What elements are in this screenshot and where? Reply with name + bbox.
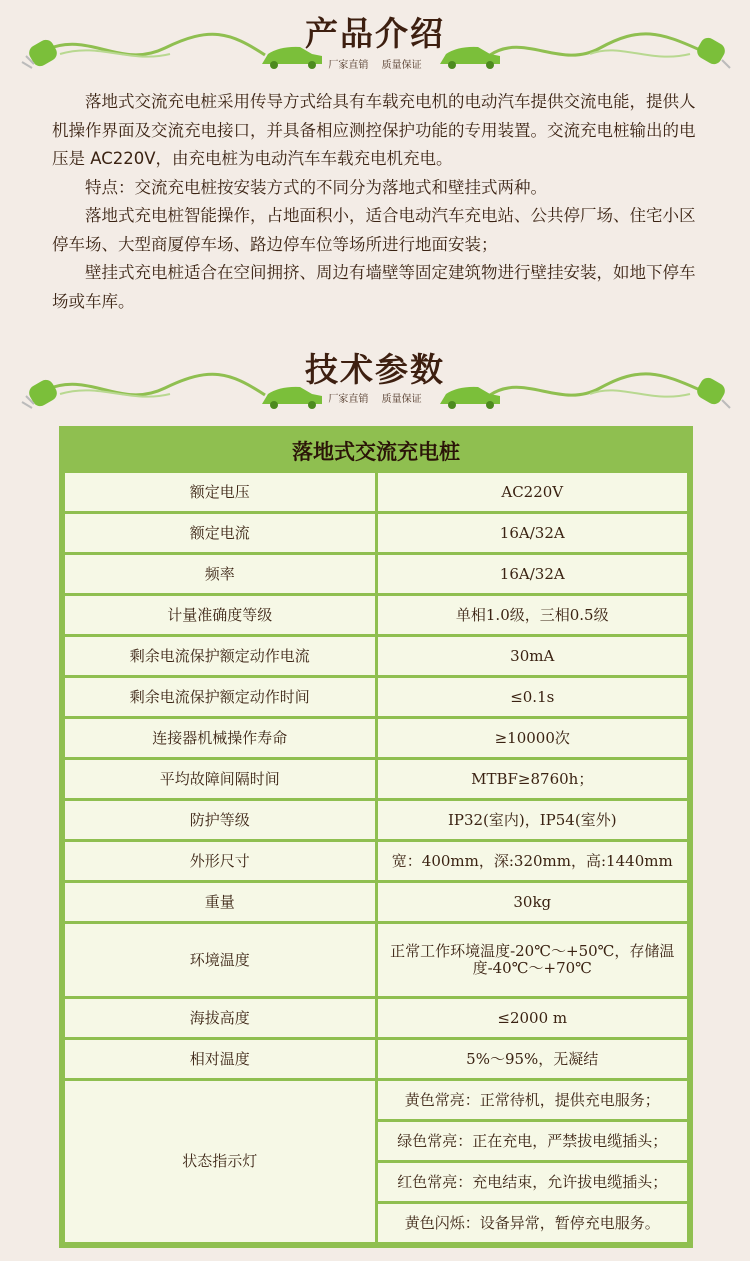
intro-section-header [0,0,750,80]
table-row [65,924,687,996]
status-light-item: 红色常亮：充电结束，允许拔电缆插头； [378,1163,688,1201]
row-label: 防护等级 [65,801,375,839]
row-label: 剩余电流保护额定动作时间 [65,678,375,716]
intro-subtitle: 厂家直销 质量保证 [328,60,422,71]
table-row [65,473,687,511]
status-light-label: 状态指示灯 [65,1081,375,1242]
table-row [65,883,687,921]
spec-table [59,426,693,1248]
row-value: ≥10000次 [378,719,688,757]
row-value: AC220V [378,473,688,511]
row-label: 频率 [65,555,375,593]
table-title: 落地式交流充电桩 [65,432,687,470]
table-row [65,555,687,593]
spec-section-header [0,340,750,420]
table-row [65,801,687,839]
row-value: 30mA [378,637,688,675]
row-label: 额定电流 [65,514,375,552]
spec-title: 技术参数 [305,350,445,389]
intro-paragraph: 落地式交流充电桩采用传导方式给具有车载充电机的电动汽车提供交流电能，提供人机操作界面及交流充电接口，并具备相应测控保护功能的专用装置。交流充电桩输出的电压是 AC220V，由充电桩为电动汽车车载充电机充电。 [52,92,696,168]
table-row [65,678,687,716]
row-value: 16A/32A [378,555,688,593]
table-row [65,596,687,634]
row-value: ≤0.1s [378,678,688,716]
row-value: 30kg [378,883,688,921]
table-row [65,999,687,1037]
intro-title: 产品介绍 [305,14,445,53]
row-value: MTBF≥8760h； [378,760,688,798]
row-label: 剩余电流保护额定动作电流 [65,637,375,675]
row-value: ≤2000 m [378,999,688,1037]
table-row [65,760,687,798]
row-label: 额定电压 [65,473,375,511]
row-label: 相对温度 [65,1040,375,1078]
row-value: 16A/32A [378,514,688,552]
intro-paragraph: 特点：交流充电桩按安装方式的不同分为落地式和壁挂式两种。 [85,177,547,197]
row-label: 重量 [65,883,375,921]
intro-text [52,88,702,316]
row-label: 平均故障间隔时间 [65,760,375,798]
row-label: 海拔高度 [65,999,375,1037]
table-row [65,637,687,675]
row-value: 单相1.0级，三相0.5级 [378,596,688,634]
row-value: 正常工作环境温度-20℃～+50℃，存储温度-40℃～+70℃ [378,924,688,996]
row-label: 外形尺寸 [65,842,375,880]
row-label: 计量准确度等级 [65,596,375,634]
table-row [65,842,687,880]
table-row [65,514,687,552]
row-label: 环境温度 [65,924,375,996]
status-light-item: 绿色常亮：正在充电，严禁拔电缆插头； [378,1122,688,1160]
row-value: IP32(室内)，IP54(室外) [378,801,688,839]
intro-paragraph: 壁挂式充电桩适合在空间拥挤、周边有墙壁等固定建筑物进行壁挂安装，如地下停车场或车库。 [52,263,696,311]
row-label: 连接器机械操作寿命 [65,719,375,757]
table-row [65,1081,687,1119]
row-value: 5%～95%，无凝结 [378,1040,688,1078]
row-value: 宽：400mm，深:320mm，高:1440mm [378,842,688,880]
table-row [65,1040,687,1078]
status-light-item: 黄色常亮：正常待机，提供充电服务； [378,1081,688,1119]
spec-subtitle: 厂家直销 质量保证 [328,394,422,405]
status-light-item: 黄色闪烁：设备异常，暂停充电服务。 [378,1204,688,1242]
intro-paragraph: 落地式充电桩智能操作，占地面积小，适合电动汽车充电站、公共停厂场、住宅小区停车场、大型商厦停车场、路边停车位等场所进行地面安装； [52,206,696,254]
table-row [65,719,687,757]
